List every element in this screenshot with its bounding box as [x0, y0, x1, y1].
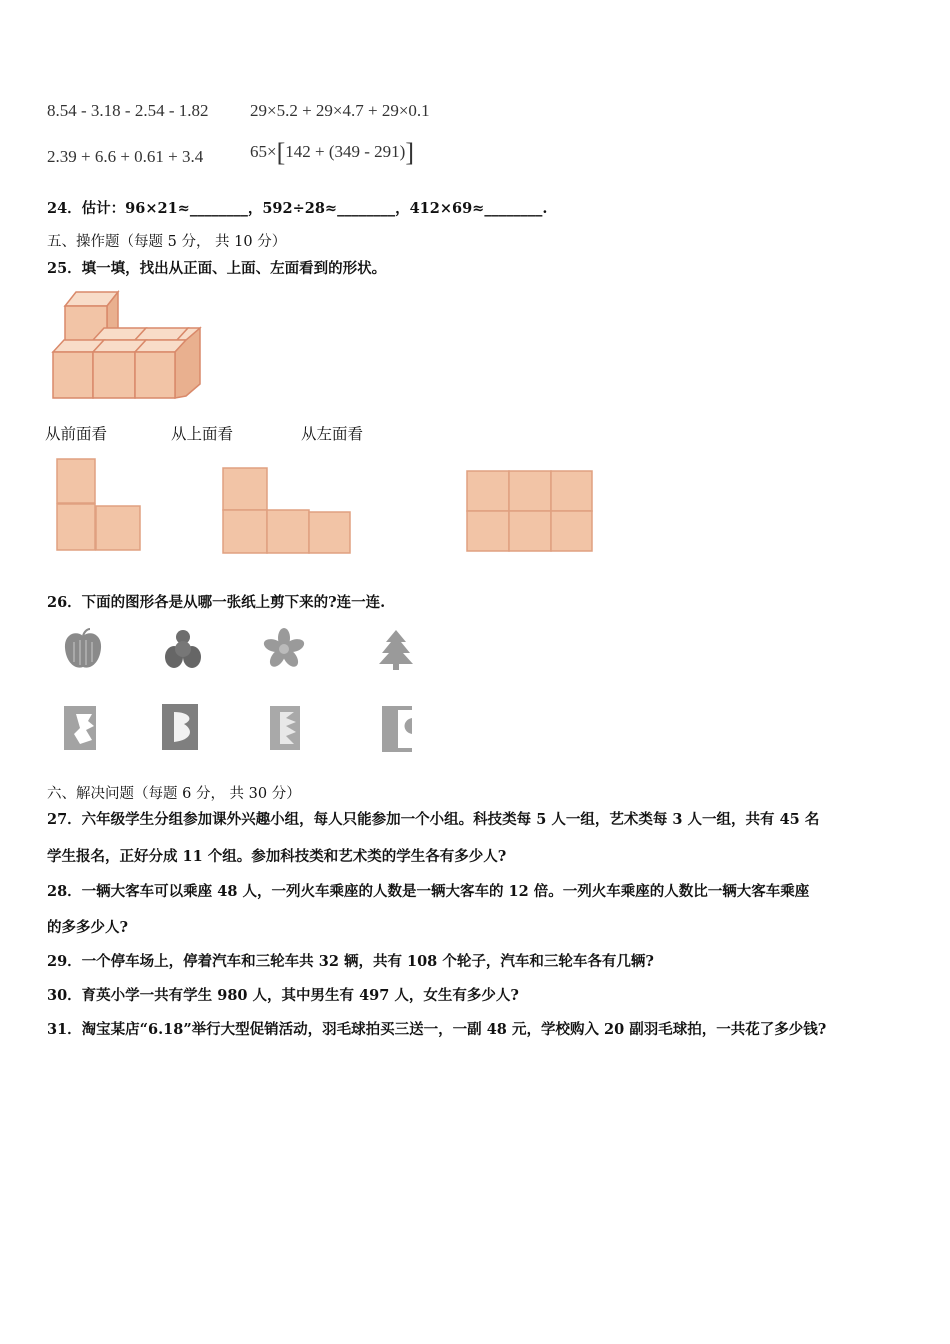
question-31: 31．淘宝某店“6.18”举行大型促销活动，羽毛球拍买三送一，一副 48 元，学校购入 20 副羽毛球拍，一共花了多少钱? — [47, 1021, 827, 1038]
expression-1: 8.54 - 3.18 - 2.54 - 1.82 — [47, 101, 209, 120]
top-view-label: 从上面看 — [171, 425, 234, 443]
section-5-heading: 五、操作题（每题 5 分， 共 10 分） — [47, 234, 287, 250]
question-28-line-1: 28．一辆大客车可以乘座 48 人，一列火车乘座的人数是一辆大客车的 12 倍。一列火车乘座的人数比一辆大客车乘座 — [47, 883, 810, 900]
tree-cutout-icon — [376, 628, 416, 672]
section-6-heading: 六、解决问题（每题 6 分， 共 30 分） — [47, 786, 301, 802]
front-view-label: 从前面看 — [45, 425, 108, 443]
left-view-label: 从左面看 — [301, 425, 364, 443]
question-24: 24．估计：96×21≈________，592÷28≈________，412×69≈________. — [47, 200, 548, 217]
paper-zigzag-icon — [268, 704, 302, 752]
view-grid-1 — [56, 458, 142, 552]
view-grid-2 — [222, 467, 352, 555]
paper-c-icon — [160, 702, 200, 752]
expression-2: 29×5.2 + 29×4.7 + 29×0.1 — [250, 101, 430, 120]
question-27-line-2: 学生报名，正好分成 11 个组。参加科技类和艺术类的学生各有多少人? — [47, 848, 507, 865]
question-25: 25．填一填，找出从正面、上面、左面看到的形状。 — [47, 260, 387, 277]
question-26: 26．下面的图形各是从哪一张纸上剪下来的?连一连. — [47, 594, 386, 611]
question-28-line-2: 的多多少人? — [47, 919, 128, 936]
paper-notch-icon — [380, 704, 414, 754]
expression-4-inner: 142 + (349 - 291) — [285, 142, 406, 161]
expression-4: 65×[142 + (349 - 291)] — [250, 138, 415, 167]
expression-4-prefix: 65× — [250, 142, 277, 161]
view-grid-3 — [466, 470, 594, 554]
question-27-line-1: 27．六年级学生分组参加课外兴趣小组，每人只能参加一个小组。科技类每 5 人一组，艺术类每 3 人一组，共有 45 名 — [47, 811, 820, 828]
expression-3: 2.39 + 6.6 + 0.61 + 3.4 — [47, 147, 204, 166]
flower-cutout-icon — [262, 629, 306, 669]
apple-cutout-icon — [62, 628, 104, 672]
question-30: 30．育英小学一共有学生 980 人，其中男生有 497 人，女生有多少人? — [47, 987, 519, 1004]
cube-stack-figure — [50, 288, 210, 403]
gourd-cutout-icon — [163, 627, 203, 673]
paper-e-icon — [62, 704, 98, 752]
question-29: 29．一个停车场上，停着汽车和三轮车共 32 辆，共有 108 个轮子，汽车和三轮车各有几辆? — [47, 953, 654, 970]
